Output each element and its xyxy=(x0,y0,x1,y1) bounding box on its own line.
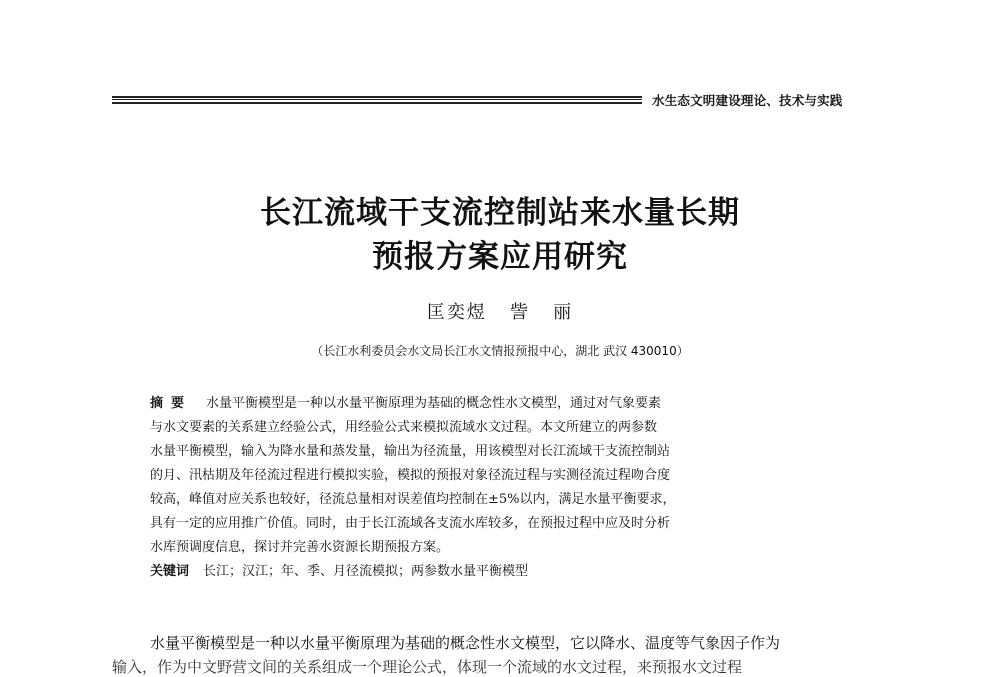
abstract-line: 水库预调度信息，探讨并完善水资源长期预报方案。 xyxy=(150,540,450,555)
authors: 匡奕煜 訾 丽 xyxy=(426,302,574,323)
abstract-line: 较高，峰值对应关系也较好，径流总量相对误差值均控制在±5%以内，满足水量平衡要求， xyxy=(150,492,676,507)
abstract-line: 具有一定的应用推广价值。同时，由于长江流域各支流水库较多，在预报过程中应及时分析 xyxy=(150,516,671,531)
abstract-text: 水量平衡模型是一种以水量平衡原理为基础的概念性水文模型，通过对气象要素 xyxy=(206,396,662,411)
body-text-line: 输入，作为中文野营文间的关系组成一个理论公式，体现一个流域的水文过程，来预报水文过程 xyxy=(112,658,743,676)
paper-title-line-1: 长江流域干支流控制站来水量长期 xyxy=(260,195,740,231)
abstract-line xyxy=(150,392,850,416)
abstract-line: 水量平衡模型，输入为降水量和蒸发量，输出为径流量，用该模型对长江流域干支流控制站 xyxy=(150,444,671,459)
abstract xyxy=(150,392,850,584)
keywords-text: 长江；汉江；年、季、月径流模拟；两参数水量平衡模型 xyxy=(203,564,529,579)
running-header: 水生态文明建设理论、技术与实践 xyxy=(652,93,843,108)
abstract-label: 摘要 xyxy=(150,396,193,411)
paper-title-line-2: 预报方案应用研究 xyxy=(372,239,628,275)
affiliation: （长江水利委员会水文局长江水文情报预报中心，湖北 武汉 430010） xyxy=(311,344,689,358)
abstract-line: 的月、汛枯期及年径流过程进行模拟实验，模拟的预报对象径流过程与实测径流过程吻合度 xyxy=(150,468,671,483)
keywords-line xyxy=(150,560,850,584)
abstract-line: 与水文要素的关系建立经验公式，用经验公式来模拟流域水文过程。本文所建立的两参数 xyxy=(150,420,658,435)
keywords-label: 关键词 xyxy=(150,564,190,579)
header-rule xyxy=(112,96,642,104)
body-text-line: 水量平衡模型是一种以水量平衡原理为基础的概念性水文模型，它以降水、温度等气象因子作为 xyxy=(150,634,781,652)
